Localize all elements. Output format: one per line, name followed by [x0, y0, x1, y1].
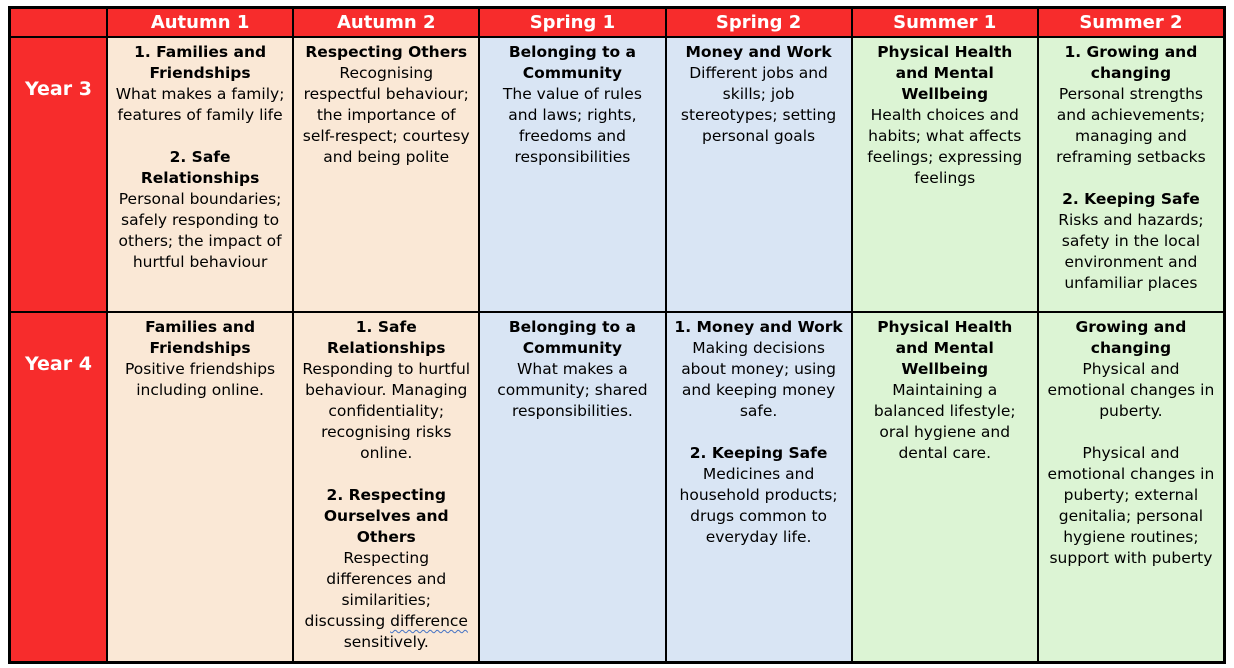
topic-body: Risks and hazards; safety in the local environment and unfamiliar places	[1058, 211, 1204, 292]
topic-title: 1. Families and Friendships	[134, 43, 267, 82]
topic-body-text: sensitively.	[343, 633, 429, 651]
term-header-summer-2: Summer 2	[1039, 9, 1223, 36]
cell-year3-spring2	[667, 38, 851, 311]
topic-body: Responding to hurtful behaviour. Managing confidentiality; recognising risks online.	[302, 360, 471, 462]
curriculum-table	[8, 6, 1226, 664]
topic-title: Belonging to a Community	[508, 43, 636, 82]
corner-cell	[11, 9, 106, 36]
term-header-spring-1: Spring 1	[480, 9, 664, 36]
topic-block	[114, 42, 286, 126]
topic-body: Making decisions about money; using and keeping money safe.	[681, 339, 836, 420]
topic-body: What makes a family; features of family life	[115, 85, 285, 124]
topic-block	[300, 485, 472, 653]
term-header-summer-1: Summer 1	[853, 9, 1037, 36]
topic-block	[673, 42, 845, 147]
topic-body-text: Respecting differences and similarities; discussing	[304, 549, 447, 630]
cell-year4-autumn1	[108, 313, 292, 661]
topic-body: Different jobs and skills; job stereotypes; setting personal goals	[680, 64, 837, 145]
topic-title: 2. Keeping Safe	[1062, 190, 1200, 208]
topic-block	[486, 317, 658, 422]
year-4-label: Year 4	[11, 313, 106, 661]
topic-body: Personal boundaries; safely responding to others; the impact of hurtful behaviour	[118, 190, 282, 271]
year-3-label: Year 3	[11, 38, 106, 311]
topic-body: Personal strengths and achievements; managing and reframing setbacks	[1056, 85, 1206, 166]
term-header-spring-2: Spring 2	[667, 9, 851, 36]
topic-title: 2. Keeping Safe	[689, 444, 828, 462]
topic-body: Health choices and habits; what affects feelings; expressing feelings	[867, 106, 1023, 187]
topic-block	[1045, 443, 1217, 569]
topic-title: 2. Safe Relationships	[140, 148, 260, 187]
topic-block	[1045, 189, 1217, 294]
topic-block	[1045, 42, 1217, 168]
topic-title: Respecting Others	[305, 43, 468, 61]
topic-title: Growing and changing	[1075, 318, 1187, 357]
topic-title: 1. Growing and changing	[1064, 43, 1198, 82]
topic-body: Medicines and household products; drugs common to everyday life.	[679, 465, 838, 546]
cell-year4-autumn2	[294, 313, 478, 661]
cell-year4-summer1	[853, 313, 1037, 661]
cell-year3-spring1	[480, 38, 664, 311]
topic-block	[673, 317, 845, 422]
topic-body	[300, 548, 472, 653]
topic-body: Physical and emotional changes in puberty; external genitalia; personal hygiene routines; support with puberty	[1047, 444, 1215, 567]
topic-body: The value of rules and laws; rights, freedoms and responsibilities	[502, 85, 642, 166]
cell-year4-summer2	[1039, 313, 1223, 661]
topic-body: What makes a community; shared responsibilities.	[497, 360, 648, 420]
topic-title: 2. Respecting Ourselves and Others	[323, 486, 449, 546]
spellcheck-underlined-word: difference	[390, 612, 468, 630]
topic-body: Physical and emotional changes in puberty.	[1047, 360, 1215, 420]
topic-block	[300, 42, 472, 168]
topic-block	[1045, 317, 1217, 422]
topic-block	[859, 317, 1031, 464]
topic-title: 1. Money and Work	[674, 318, 843, 336]
topic-block	[114, 317, 286, 401]
term-header-autumn-2: Autumn 2	[294, 9, 478, 36]
topic-title: Physical Health and Mental Wellbeing	[877, 43, 1013, 103]
cell-year3-summer2	[1039, 38, 1223, 311]
topic-block	[859, 42, 1031, 189]
topic-body: Positive friendships including online.	[125, 360, 276, 399]
topic-title: 1. Safe Relationships	[326, 318, 446, 357]
cell-year3-summer1	[853, 38, 1037, 311]
topic-title: Families and Friendships	[145, 318, 256, 357]
topic-block	[114, 147, 286, 273]
topic-block	[673, 443, 845, 548]
cell-year3-autumn2	[294, 38, 478, 311]
topic-body: Recognising respectful behaviour; the importance of self-respect; courtesy and being polite	[302, 64, 470, 166]
cell-year4-spring1	[480, 313, 664, 661]
topic-title: Physical Health and Mental Wellbeing	[877, 318, 1013, 378]
topic-body: Maintaining a balanced lifestyle; oral hygiene and dental care.	[873, 381, 1016, 462]
cell-year3-autumn1	[108, 38, 292, 311]
topic-title: Money and Work	[685, 43, 832, 61]
cell-year4-spring2	[667, 313, 851, 661]
topic-title: Belonging to a Community	[508, 318, 636, 357]
term-header-autumn-1: Autumn 1	[108, 9, 292, 36]
topic-block	[486, 42, 658, 168]
topic-block	[300, 317, 472, 464]
